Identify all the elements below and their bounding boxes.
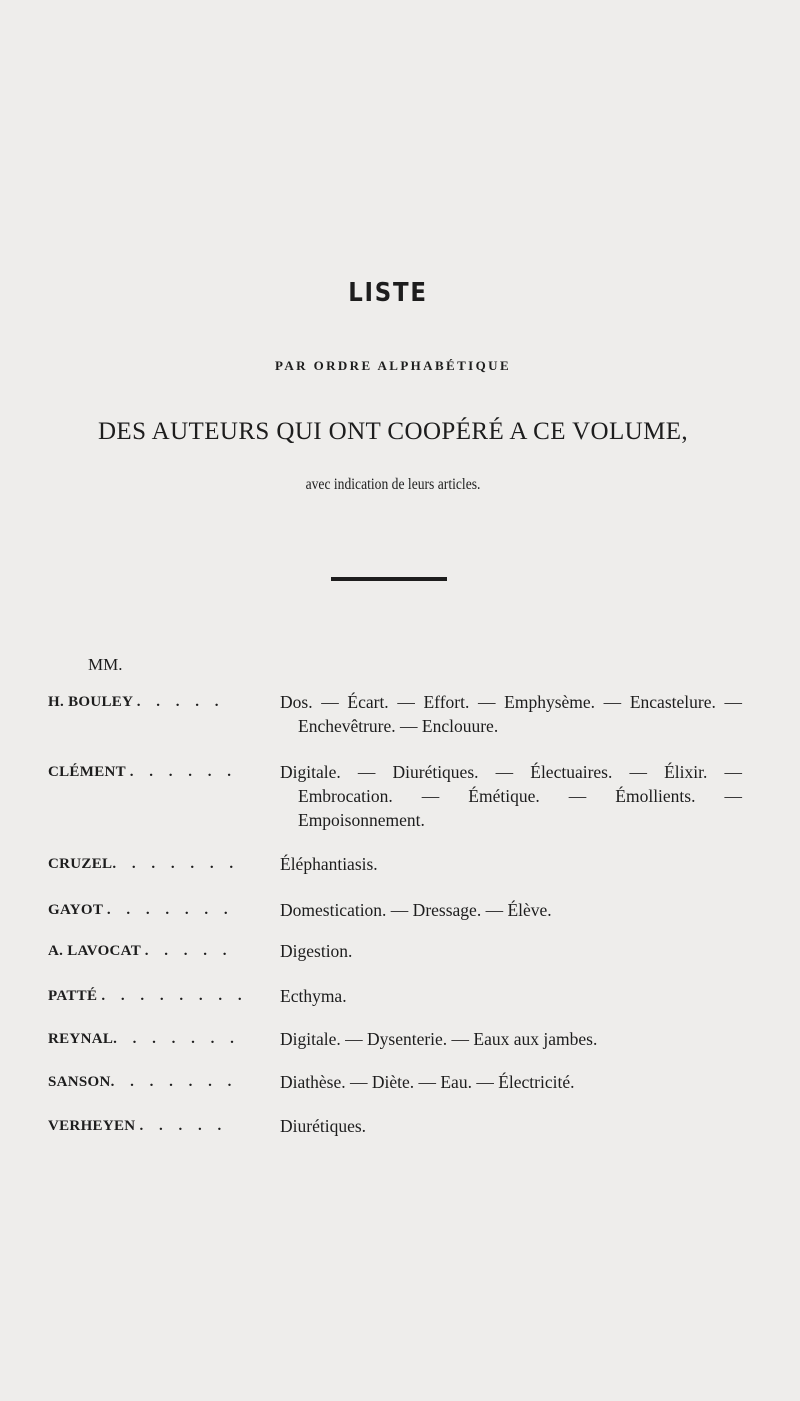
author-name: GAYOT . . . . . . .: [48, 902, 234, 918]
author-name: REYNAL. . . . . . .: [48, 1031, 240, 1047]
author-name: H. BOULEY . . . . .: [48, 694, 225, 710]
author-articles: Diurétiques.: [280, 1116, 367, 1136]
author-name: CLÉMENT . . . . . .: [48, 764, 237, 780]
salutation: MM.: [88, 655, 123, 674]
page-title: LISTE: [348, 278, 428, 308]
author-name: VERHEYEN . . . . .: [48, 1118, 228, 1134]
author-name: SANSON. . . . . . .: [48, 1074, 238, 1090]
page-note: avec indication de leurs articles.: [305, 476, 481, 493]
author-name: A. LAVOCAT . . . . .: [48, 943, 233, 959]
author-articles: Digitale. — Dysenterie. — Eaux aux jambes.: [280, 1029, 598, 1049]
author-articles: Diathèse. — Diète. — Eau. — Électricité.: [280, 1072, 575, 1092]
author-articles: Digitale. — Diurétiques. — Électuaires. — Élixir. — Embrocation. — Émétique. — Émollients. — Empoisonnement.: [280, 762, 742, 830]
author-articles: Éléphantiasis.: [280, 854, 378, 874]
author-articles: Digestion.: [280, 941, 353, 961]
author-articles: Ecthyma.: [280, 986, 347, 1006]
author-articles: Domestication. — Dressage. — Élève.: [280, 900, 552, 920]
author-articles: Dos. — Écart. — Effort. — Emphysème. — Encastelure. — Enchevêtrure. — Enclouure.: [280, 692, 742, 736]
author-name: CRUZEL. . . . . . .: [48, 856, 240, 872]
page-subtitle: PAR ORDRE ALPHABÉTIQUE: [274, 358, 512, 373]
author-name: PATTÉ . . . . . . . .: [48, 988, 248, 1004]
page-heading: DES AUTEURS QUI ONT COOPÉRÉ A CE VOLUME,: [97, 418, 689, 445]
divider-rule: [331, 577, 447, 581]
